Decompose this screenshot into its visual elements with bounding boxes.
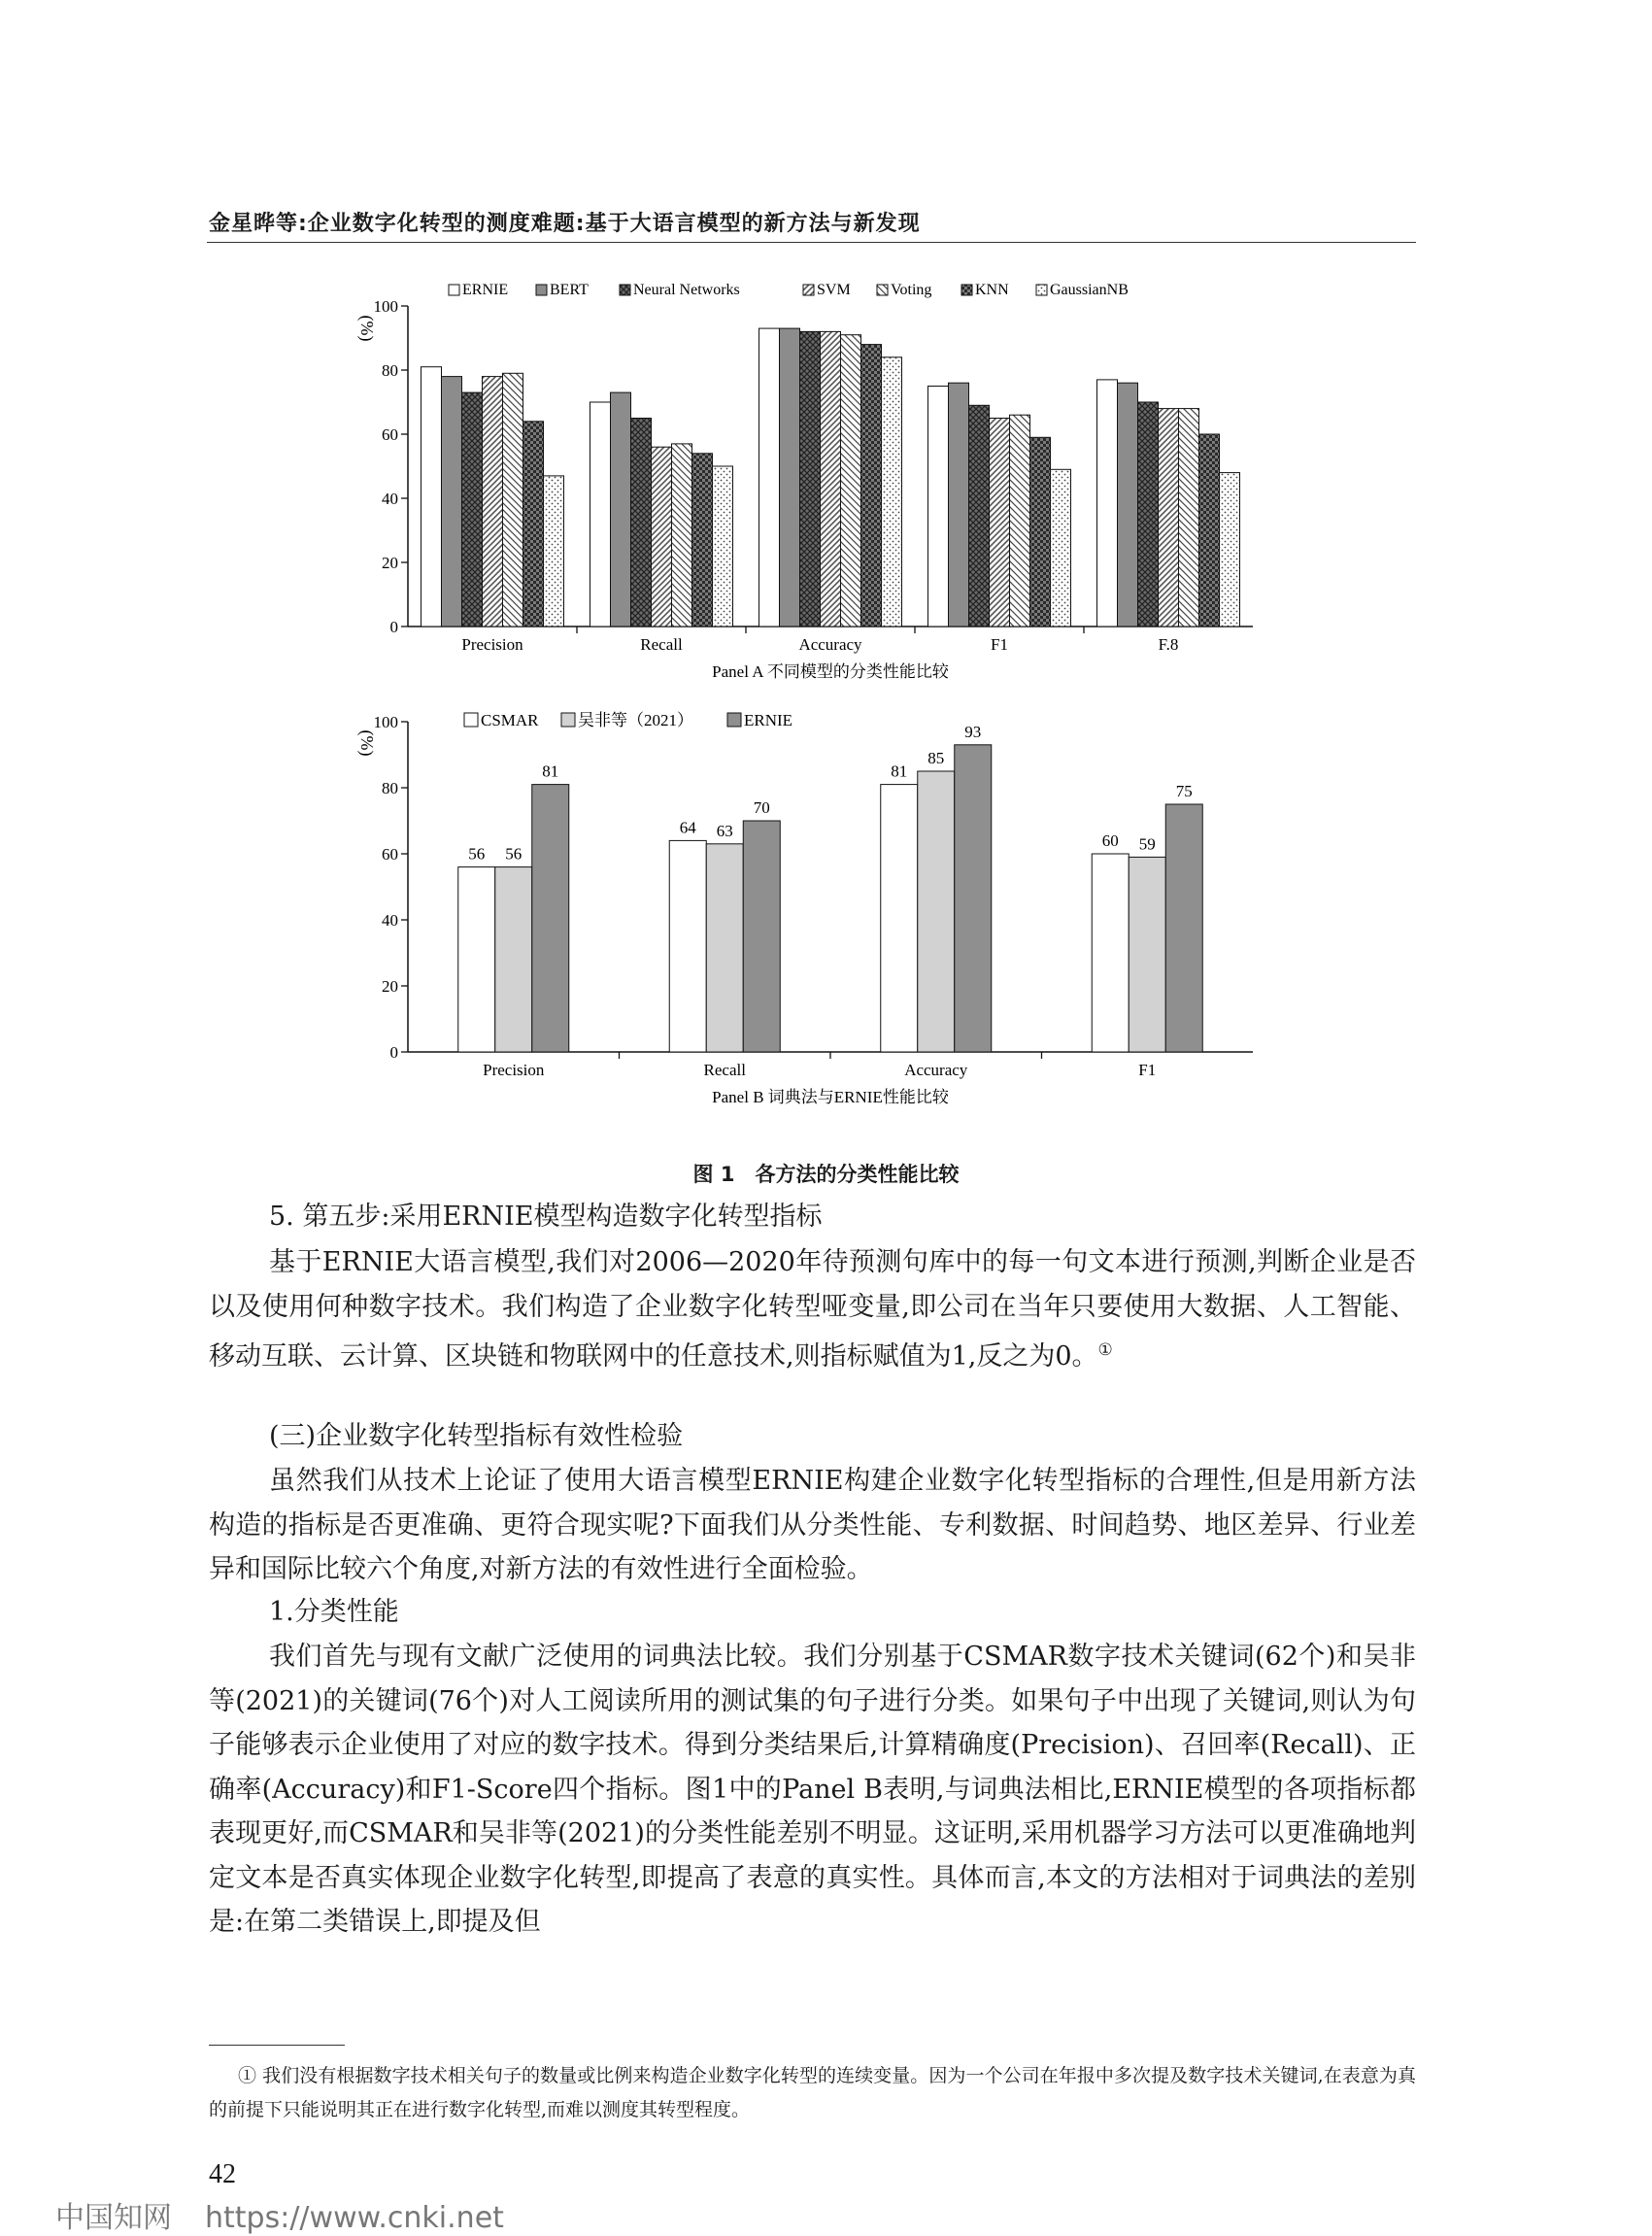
data-label-b-0-3: 60 — [1101, 831, 1119, 850]
category-label-b-2: Accuracy — [904, 1061, 968, 1079]
bar-b-1-0 — [495, 867, 532, 1052]
bar-a-5-3 — [1030, 437, 1051, 627]
figure-caption: 图 1 各方法的分类性能比较 — [692, 1163, 960, 1186]
y-tick-label-a-4: 80 — [382, 361, 398, 380]
bar-a-5-1 — [692, 454, 713, 627]
legend-swatch-b-1 — [561, 713, 575, 727]
watermark-brand: 中国知网 — [55, 2201, 172, 2235]
sub1-heading: 1.分类性能 — [269, 1597, 399, 1627]
section3-paragraph: 虽然我们从技术上论证了使用大语言模型ERNIE构建企业数字化转型指标的合理性,但是用新方法构造的指标是否更准确、更符合现实呢?下面我们从分类性能、专利数据、时间趋势、地区差异、行业差异和国际比较六个角度,对新方法的有效性进行全面检验。 — [209, 1466, 1416, 1584]
bar-a-2-4 — [1138, 402, 1159, 627]
category-label-b-1: Recall — [703, 1061, 746, 1079]
running-title: 金星晔等:企业数字化转型的测度难题:基于大语言模型的新方法与新发现 — [209, 212, 921, 236]
bar-b-1-1 — [706, 844, 743, 1052]
data-label-b-2-0: 81 — [542, 762, 559, 781]
footnote: ① 我们没有根据数字技术相关句子的数量或比例来构造企业数字化转型的连续变量。因为一个公司在年报中多次提及数字技术关键词,在表意为真的前提下只能说明其正在进行数字化转型,而难以测度其转型程度。 — [209, 2065, 1416, 2120]
bar-a-3-4 — [1159, 409, 1179, 627]
sub1-paragraph: 我们首先与现有文献广泛使用的词典法比较。我们分别基于CSMAR数字技术关键词(62个)和吴非等(2021)的关键词(76个)对人工阅读所用的测试集的句子进行分类。如果句子中出现了关键词,则认为句子能够表示企业使用了对应的数字技术。得到分类结果后,计算精确度(Precision)、召回率(Recall)、正确率(Accuracy)和F1-Score四个指标。图1中的Panel B表明,与词典法相比,ERNIE模型的各项指标都表现更好,而CSMAR和吴非等(2021)的分类性能差别不明显。这证明,采用机器学习方法可以更准确地判定文本是否真实体现企业数字化转型,即提高了表意的真实性。具体而言,本文的方法相对于词典法的差别是:在第二类错误上,即提及但 — [209, 1642, 1416, 1937]
bar-b-0-2 — [881, 785, 918, 1052]
bar-a-4-2 — [841, 335, 861, 627]
bar-a-3-2 — [821, 331, 841, 627]
legend-swatch-a-5 — [961, 285, 972, 295]
page-number: 42 — [209, 2159, 236, 2189]
bar-b-1-2 — [918, 771, 955, 1052]
legend-swatch-a-0 — [449, 285, 459, 295]
category-label-a-1: Recall — [640, 635, 683, 654]
footnote-marker: ① — [1097, 1340, 1113, 1360]
bar-a-6-3 — [1051, 469, 1071, 627]
bar-b-1-3 — [1129, 857, 1165, 1052]
legend-label-a-2: Neural Networks — [633, 282, 740, 298]
bar-a-1-1 — [611, 392, 631, 627]
section3-heading: (三)企业数字化转型指标有效性检验 — [269, 1421, 684, 1451]
data-label-b-1-3: 59 — [1138, 834, 1156, 854]
legend-swatch-a-4 — [877, 285, 888, 295]
y-tick-label-a-2: 40 — [382, 490, 398, 508]
legend-swatch-a-2 — [620, 285, 630, 295]
y-tick-label-b-3: 60 — [382, 845, 398, 864]
data-label-b-2-1: 70 — [753, 798, 770, 817]
data-label-b-0-1: 64 — [679, 818, 696, 837]
cnki-watermark — [55, 2193, 504, 2236]
data-label-b-2-2: 93 — [964, 722, 982, 741]
data-label-b-2-3: 75 — [1175, 782, 1193, 800]
category-label-b-3: F1 — [1138, 1061, 1157, 1079]
y-tick-label-b-4: 80 — [382, 779, 398, 797]
bar-b-2-3 — [1165, 804, 1202, 1052]
y-tick-label-a-5: 100 — [373, 297, 398, 316]
step5-heading: 5. 第五步:采用ERNIE模型构造数字化转型指标 — [269, 1202, 823, 1232]
bar-a-2-0 — [462, 392, 483, 627]
bar-b-2-0 — [532, 785, 569, 1052]
legend-swatch-a-1 — [536, 285, 547, 295]
legend-swatch-a-6 — [1036, 285, 1047, 295]
legend-swatch-a-3 — [803, 285, 814, 295]
bar-a-4-0 — [503, 373, 523, 627]
bar-b-0-1 — [669, 840, 706, 1052]
bar-a-1-4 — [1118, 383, 1138, 627]
footnote-rule — [209, 2045, 345, 2046]
y-tick-label-a-3: 60 — [382, 425, 398, 444]
y-axis-label-b: (%) — [357, 729, 377, 757]
bar-a-0-3 — [928, 387, 949, 627]
bar-a-4-4 — [1179, 409, 1199, 627]
bar-a-5-2 — [861, 345, 882, 627]
step5-paragraph-text: 基于ERNIE大语言模型,我们对2006—2020年待预测句库中的每一句文本进行预测,判断企业是否以及使用何种数字技术。我们构造了企业数字化转型哑变量,即公司在当年只要使用大数据、人工智能、移动互联、云计算、区块链和物联网中的任意技术,则指标赋值为1,反之为0。 — [209, 1247, 1416, 1372]
y-axis-label-a: (%) — [357, 315, 377, 342]
legend-label-a-4: Voting — [891, 282, 932, 298]
bar-a-3-0 — [483, 377, 503, 627]
bar-a-0-1 — [590, 402, 611, 627]
chart-panel-b — [0, 699, 1652, 1127]
bar-a-2-3 — [969, 405, 990, 627]
y-tick-label-b-5: 100 — [373, 713, 398, 731]
bar-a-3-1 — [652, 447, 672, 627]
y-tick-label-a-0: 0 — [389, 618, 398, 636]
bar-a-1-2 — [780, 328, 800, 627]
bar-b-0-0 — [458, 867, 495, 1052]
legend-swatch-b-0 — [464, 713, 478, 727]
bar-a-6-4 — [1220, 473, 1240, 627]
bar-b-2-1 — [743, 821, 780, 1052]
category-label-a-0: Precision — [461, 635, 523, 654]
data-label-b-1-1: 63 — [716, 821, 733, 840]
data-label-b-0-2: 81 — [891, 762, 908, 781]
category-label-a-4: F.8 — [1158, 635, 1179, 654]
bar-a-2-2 — [800, 331, 821, 627]
legend-label-a-3: SVM — [817, 282, 851, 298]
bar-a-0-0 — [421, 367, 442, 627]
category-label-a-2: Accuracy — [798, 635, 862, 654]
data-label-b-1-2: 85 — [927, 749, 945, 767]
bar-a-5-0 — [523, 422, 544, 627]
watermark-url: https://www.cnki.net — [205, 2201, 504, 2235]
legend-label-b-0: CSMAR — [481, 711, 539, 729]
chart-b-title: Panel B 词典法与ERNIE性能比较 — [712, 1088, 949, 1106]
bar-a-6-1 — [713, 466, 733, 627]
y-tick-label-a-1: 20 — [382, 554, 398, 572]
legend-label-a-1: BERT — [550, 282, 589, 298]
data-label-b-0-0: 56 — [468, 844, 486, 864]
y-tick-label-b-1: 20 — [382, 977, 398, 996]
category-label-b-0: Precision — [483, 1061, 545, 1079]
step5-paragraph — [209, 1240, 1416, 1379]
legend-swatch-b-2 — [727, 713, 741, 727]
chart-panel-a — [0, 272, 1652, 680]
bar-a-6-2 — [882, 357, 902, 627]
legend-label-b-1: 吴非等（2021） — [578, 711, 693, 729]
category-label-a-3: F1 — [991, 635, 1008, 654]
y-tick-label-b-2: 40 — [382, 911, 398, 930]
bar-a-6-0 — [544, 476, 564, 627]
bar-b-0-3 — [1092, 854, 1129, 1052]
bar-b-2-2 — [955, 745, 992, 1052]
bar-a-0-4 — [1097, 380, 1118, 627]
y-tick-label-b-0: 0 — [389, 1043, 398, 1062]
bar-a-4-3 — [1010, 415, 1030, 627]
bar-a-0-2 — [759, 328, 780, 627]
legend-label-a-6: GaussianNB — [1050, 282, 1129, 298]
legend-label-a-5: KNN — [975, 282, 1009, 298]
legend-label-a-0: ERNIE — [462, 282, 509, 298]
bar-a-5-4 — [1199, 434, 1220, 627]
bar-a-1-3 — [949, 383, 969, 627]
bar-a-1-0 — [442, 377, 462, 627]
legend-label-b-2: ERNIE — [744, 711, 793, 729]
bar-a-4-1 — [672, 444, 692, 627]
data-label-b-1-0: 56 — [505, 844, 523, 864]
chart-a-title: Panel A 不同模型的分类性能比较 — [712, 662, 949, 680]
bar-a-3-3 — [990, 419, 1010, 627]
header-rule — [207, 242, 1416, 243]
bar-a-2-1 — [631, 419, 652, 627]
